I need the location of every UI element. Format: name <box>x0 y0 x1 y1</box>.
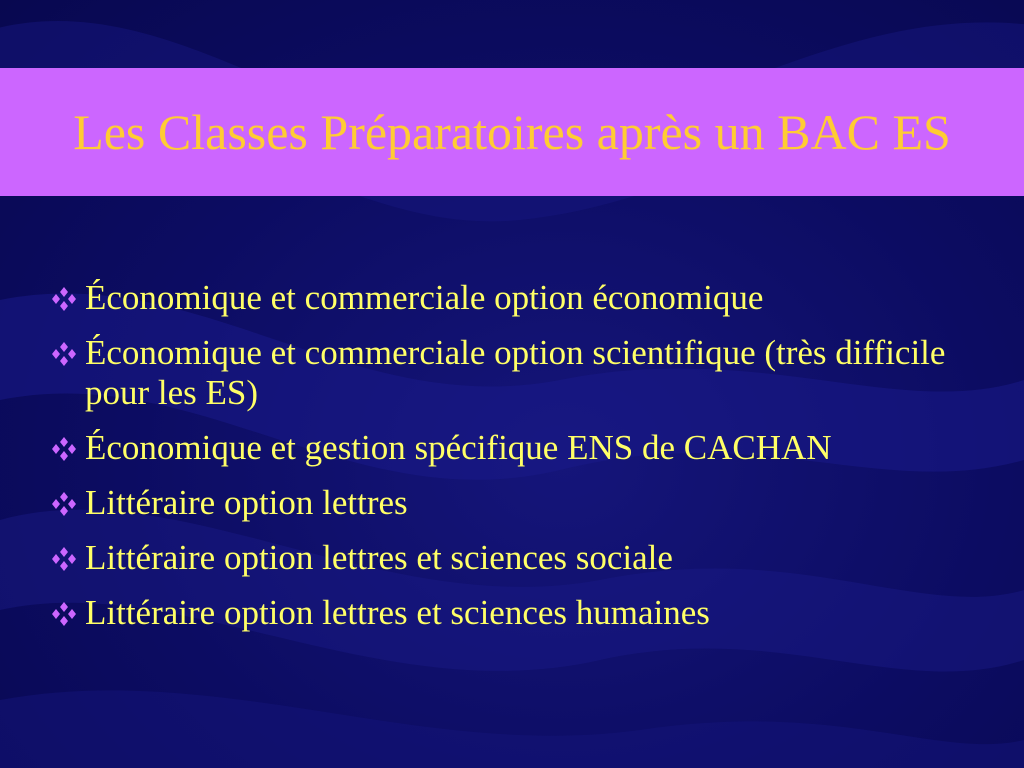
bullet-text: Littéraire option lettres et sciences sociale <box>85 538 673 577</box>
list-item <box>46 333 996 413</box>
list-item <box>46 278 996 318</box>
list-item <box>46 593 996 633</box>
four-diamond-bullet-icon <box>46 546 82 572</box>
bullet-text: Économique et commerciale option économique <box>85 278 764 317</box>
list-item <box>46 428 996 468</box>
title-band <box>0 68 1024 196</box>
bullet-text: Économique et commerciale option scientifique (très difficile pour les ES) <box>85 333 946 412</box>
four-diamond-bullet-icon <box>46 286 82 312</box>
four-diamond-bullet-icon <box>46 601 82 627</box>
bullet-list <box>46 278 996 648</box>
four-diamond-bullet-icon <box>46 436 82 462</box>
four-diamond-bullet-icon <box>46 341 82 367</box>
list-item <box>46 538 996 578</box>
bullet-text: Économique et gestion spécifique ENS de CACHAN <box>85 428 832 467</box>
slide-title: Les Classes Préparatoires après un BAC ES <box>73 104 951 160</box>
bullet-text: Littéraire option lettres <box>85 483 408 522</box>
list-item <box>46 483 996 523</box>
bullet-text: Littéraire option lettres et sciences humaines <box>85 593 710 632</box>
four-diamond-bullet-icon <box>46 491 82 517</box>
